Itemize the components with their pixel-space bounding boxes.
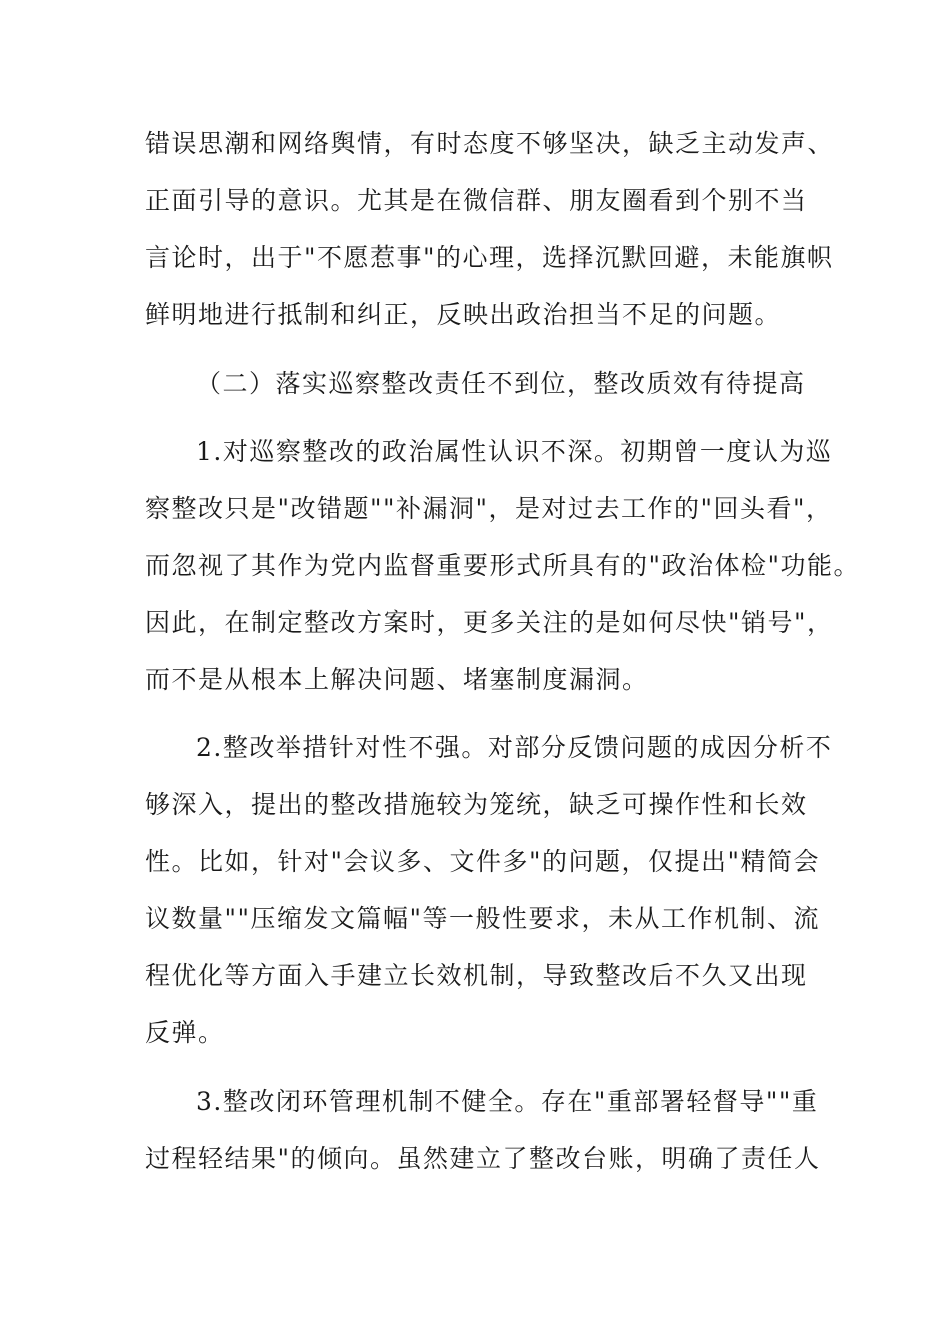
paragraph-line: 正面引导的意识。尤其是在微信群、朋友圈看到个别不当 — [145, 186, 808, 215]
paragraph-line: 过程轻结果"的倾向。虽然建立了整改台账，明确了责任人 — [145, 1144, 821, 1173]
paragraph-line: 言论时，出于"不愿惹事"的心理，选择沉默回避，未能旗帜 — [145, 243, 834, 272]
paragraph-line: 3.整改闭环管理机制不健全。存在"重部署轻督导""重 — [196, 1087, 819, 1116]
paragraph-line: 议数量""压缩发文篇幅"等一般性要求，未从工作机制、流 — [145, 904, 820, 933]
paragraph-line: 2.整改举措针对性不强。对部分反馈问题的成因分析不 — [196, 733, 833, 762]
paragraph-line: 错误思潮和网络舆情，有时态度不够坚决，缺乏主动发声、 — [145, 129, 835, 158]
paragraph-line: 性。比如，针对"会议多、文件多"的问题，仅提出"精简会 — [145, 847, 820, 876]
paragraph-line: 反弹。 — [145, 1018, 225, 1047]
paragraph-line: 而不是从根本上解决问题、堵塞制度漏洞。 — [145, 665, 649, 694]
paragraph-line: 够深入，提出的整改措施较为笼统，缺乏可操作性和长效 — [145, 790, 808, 819]
paragraph-line: 而忽视了其作为党内监督重要形式所具有的"政治体检"功能。 — [145, 551, 861, 580]
paragraph-line: 因此，在制定整改方案时，更多关注的是如何尽快"销号"， — [145, 608, 834, 637]
section-heading: （二）落实巡察整改责任不到位，整改质效有待提高 — [196, 369, 806, 398]
paragraph-line: 程优化等方面入手建立长效机制，导致整改后不久又出现 — [145, 961, 808, 990]
paragraph-line: 鲜明地进行抵制和纠正，反映出政治担当不足的问题。 — [145, 300, 782, 329]
paragraph-line: 察整改只是"改错题""补漏洞"，是对过去工作的"回头看"， — [145, 494, 833, 523]
paragraph-line: 1.对巡察整改的政治属性认识不深。初期曾一度认为巡 — [196, 437, 833, 466]
